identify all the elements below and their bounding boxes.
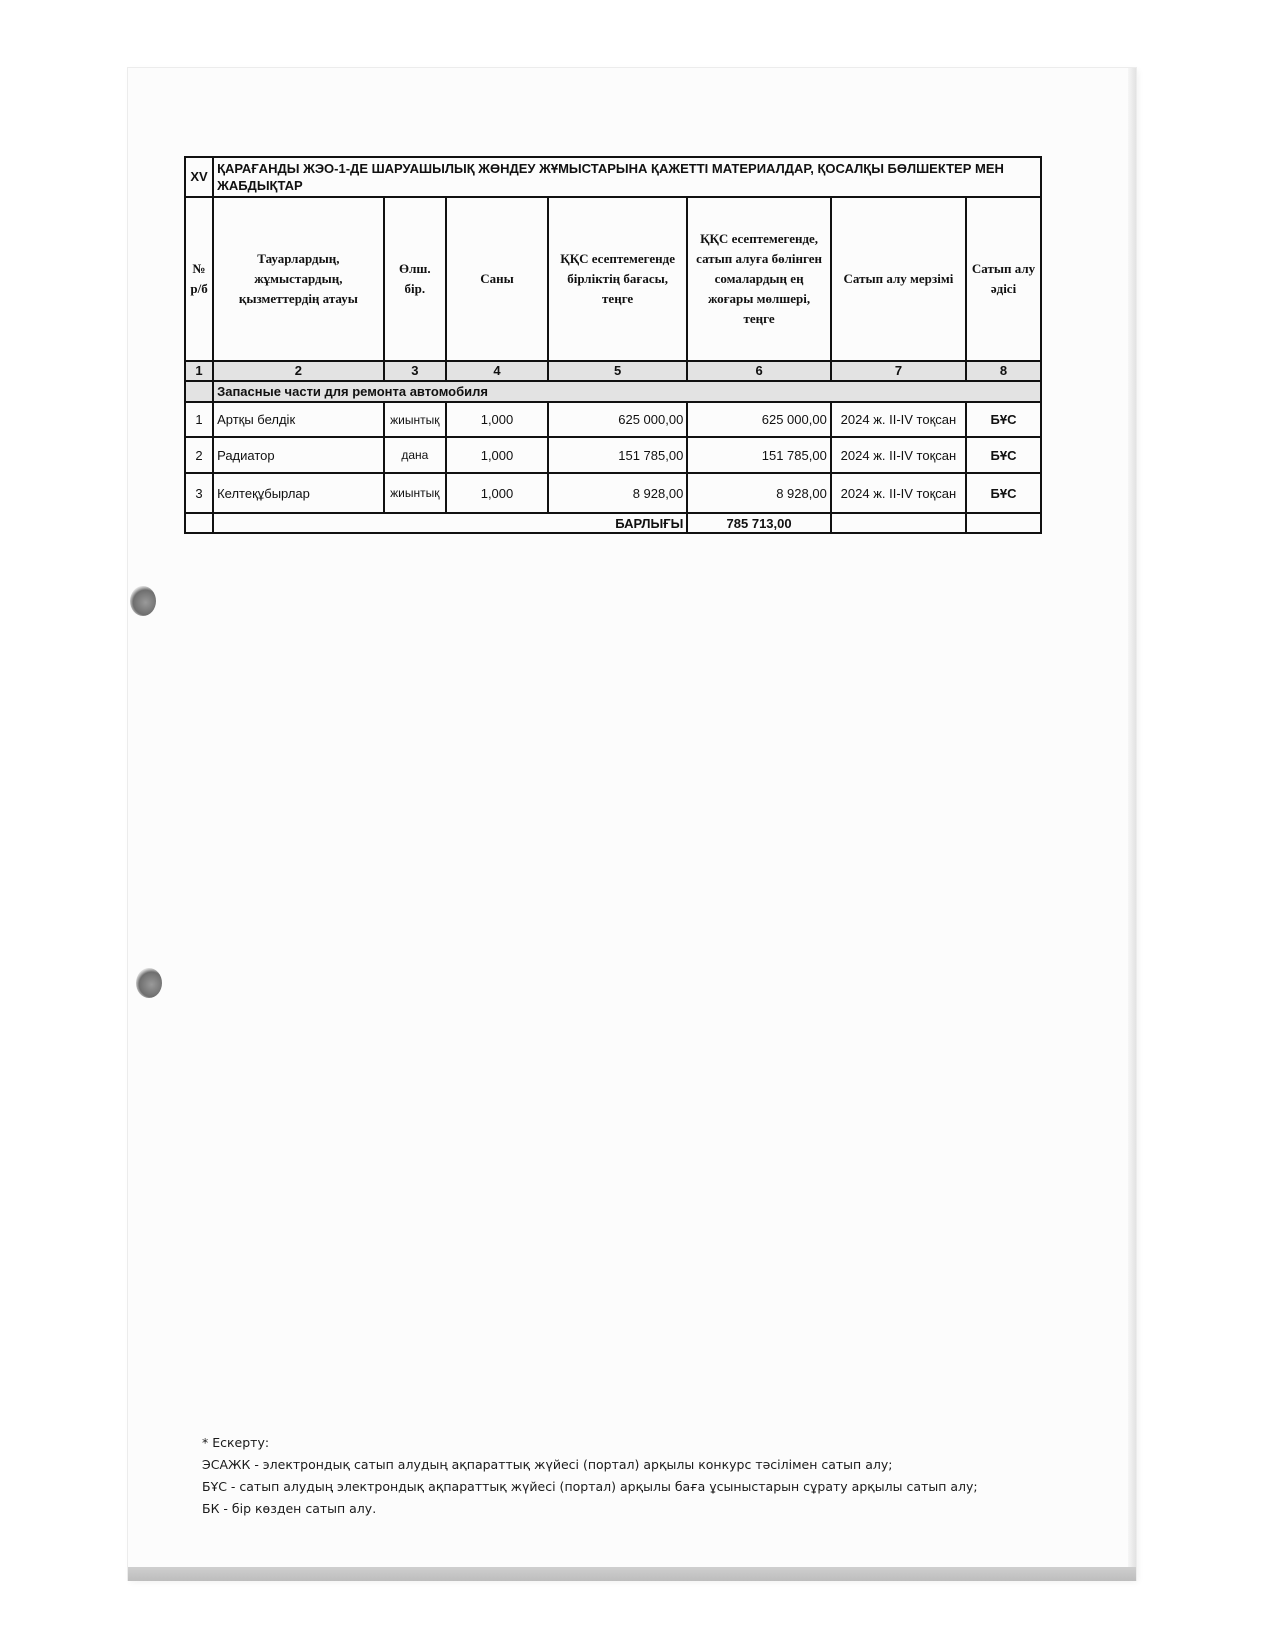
sheet-bottom-shadow [128, 1567, 1136, 1581]
header-qty: Саны [446, 197, 548, 361]
header-no: № р/б [185, 197, 213, 361]
section-title: ҚАРАҒАНДЫ ЖЭО-1-ДЕ ШАРУАШЫЛЫҚ ЖӨНДЕУ ЖҰМЫСТАРЫНА ҚАЖЕТТІ МАТЕРИАЛДАР, ҚОСАЛҚЫ БӨЛШЕКТЕР МЕН ЖАБДЫҚТАР [213, 157, 1041, 197]
column-number: 3 [384, 361, 446, 381]
header-row [185, 197, 1041, 361]
procurement-table [184, 156, 1042, 534]
header-unit: Өлш. бір. [384, 197, 446, 361]
row-unit: дана [384, 437, 446, 473]
column-number: 5 [548, 361, 687, 381]
row-price: 151 785,00 [548, 437, 687, 473]
table-row [185, 473, 1041, 513]
header-unit-price: ҚҚС есептемегенде бірліктің бағасы, теңге [548, 197, 687, 361]
header-method: Сатып алу әдісі [966, 197, 1041, 361]
row-name: Артқы белдік [213, 402, 384, 438]
punch-hole-bottom [136, 968, 162, 998]
note-line: БҰС - сатып алудың электрондық ақпараттық жүйесі (портал) арқылы баға ұсыныстарын сұрату арқылы сатып алу; [202, 1479, 978, 1494]
notes-title: * Ескерту: [202, 1435, 270, 1450]
row-period: 2024 ж. II-IV тоқсан [831, 437, 966, 473]
column-number: 8 [966, 361, 1041, 381]
row-qty: 1,000 [446, 473, 548, 513]
row-price: 625 000,00 [548, 402, 687, 438]
row-no: 3 [185, 473, 213, 513]
table-row [185, 402, 1041, 438]
column-number: 1 [185, 361, 213, 381]
row-method: БҰС [966, 473, 1041, 513]
row-method: БҰС [966, 402, 1041, 438]
footnotes [202, 1432, 1132, 1520]
note-line: БК - бір көзден сатып алу. [202, 1501, 377, 1516]
row-amount: 625 000,00 [687, 402, 831, 438]
total-label: БАРЛЫҒЫ [213, 513, 687, 533]
group-title: Запасные части для ремонта автомобиля [213, 381, 1041, 402]
row-qty: 1,000 [446, 437, 548, 473]
header-name: Тауарлардың, жұмыстардың, қызметтердің атауы [213, 197, 384, 361]
row-qty: 1,000 [446, 402, 548, 438]
row-unit: жиынтық [384, 402, 446, 438]
column-number: 2 [213, 361, 384, 381]
total-row [185, 513, 1041, 533]
column-number: 6 [687, 361, 831, 381]
row-amount: 8 928,00 [687, 473, 831, 513]
section-number: XV [185, 157, 213, 197]
row-period: 2024 ж. II-IV тоқсан [831, 473, 966, 513]
column-number: 4 [446, 361, 548, 381]
column-number-row [185, 361, 1041, 381]
header-max-amount: ҚҚС есептемегенде, сатып алуға бөлінген сомалардың ең жоғары мөлшері, теңге [687, 197, 831, 361]
row-period: 2024 ж. II-IV тоқсан [831, 402, 966, 438]
column-number: 7 [831, 361, 966, 381]
total-value: 785 713,00 [687, 513, 831, 533]
punch-hole-top [130, 586, 156, 616]
row-no: 1 [185, 402, 213, 438]
section-row [185, 157, 1041, 197]
row-no: 2 [185, 437, 213, 473]
group-row [185, 381, 1041, 402]
row-method: БҰС [966, 437, 1041, 473]
row-name: Радиатор [213, 437, 384, 473]
note-line: ЭСАЖК - электрондық сатып алудың ақпараттық жүйесі (портал) арқылы конкурс тәсілімен сатып алу; [202, 1457, 893, 1472]
header-period: Сатып алу мерзімі [831, 197, 966, 361]
table-row [185, 437, 1041, 473]
row-amount: 151 785,00 [687, 437, 831, 473]
row-price: 8 928,00 [548, 473, 687, 513]
row-unit: жиынтық [384, 473, 446, 513]
row-name: Келтеқұбырлар [213, 473, 384, 513]
sheet-edge-shadow [1128, 68, 1136, 1580]
